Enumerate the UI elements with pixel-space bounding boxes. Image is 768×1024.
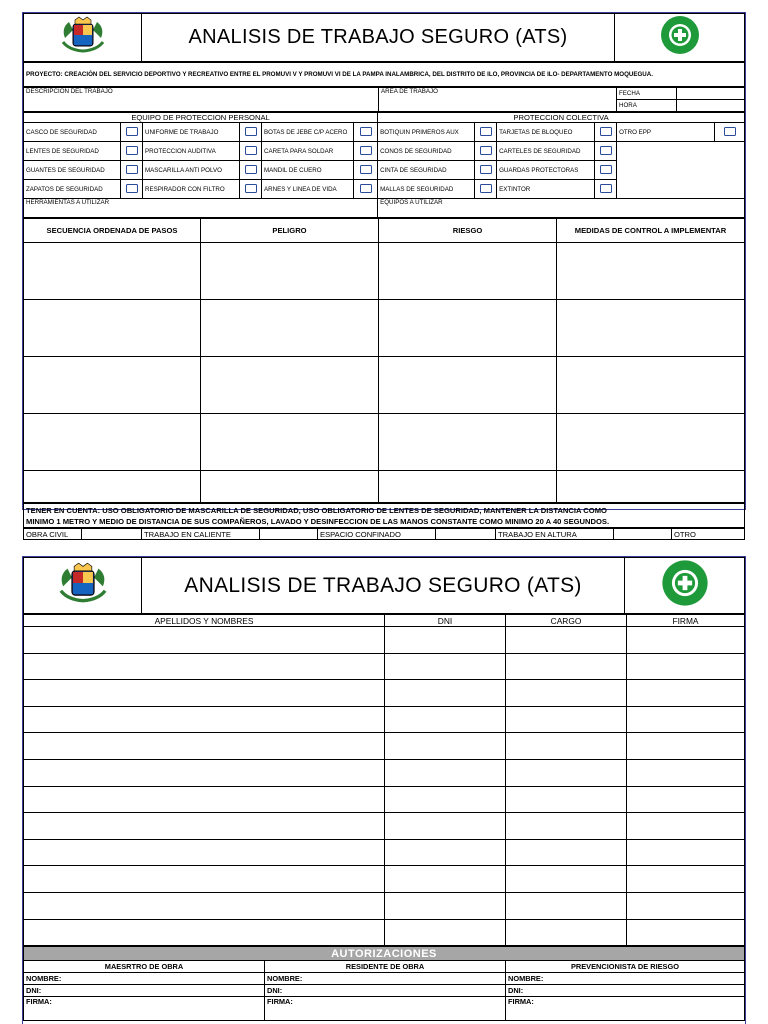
table-row bbox=[24, 786, 745, 813]
table-cell[interactable] bbox=[24, 300, 201, 357]
table-row bbox=[24, 300, 745, 357]
table-cell[interactable] bbox=[506, 866, 627, 893]
checkbox[interactable] bbox=[360, 184, 372, 193]
area-label: AREA DE TRABAJO bbox=[381, 88, 438, 95]
table-cell[interactable] bbox=[506, 759, 627, 786]
table-cell[interactable] bbox=[201, 243, 379, 300]
nombre-field[interactable]: NOMBRE: bbox=[24, 973, 265, 985]
table-cell[interactable] bbox=[24, 919, 385, 946]
otro-epp-label: OTRO EPP bbox=[617, 123, 715, 142]
table-cell[interactable] bbox=[24, 866, 385, 893]
work-type-label: OBRA CIVIL bbox=[24, 529, 82, 540]
project-description: PROYECTO: CREACIÓN DEL SERVICIO DEPORTIVO Y RECREATIVO ENTRE EL PROMUVI V Y PROMUVI VI DE LA PAMPA INALAMBRICA, DEL DISTRITO DE ILO, PROVINCIA DE ILO- DEPARTAMENTO MOQUEGUA. bbox=[24, 63, 745, 87]
table-cell[interactable] bbox=[201, 414, 379, 471]
nombre-field[interactable]: NOMBRE: bbox=[265, 973, 506, 985]
checkbox[interactable] bbox=[600, 184, 612, 193]
epp-item: CARETA PARA SOLDAR bbox=[262, 142, 354, 161]
attendance-table bbox=[23, 614, 745, 946]
checkbox[interactable] bbox=[600, 165, 612, 174]
header-table-2 bbox=[23, 557, 745, 614]
epp-item: LENTES DE SEGURIDAD bbox=[24, 142, 121, 161]
checkbox[interactable] bbox=[600, 146, 612, 155]
checkbox[interactable] bbox=[245, 165, 257, 174]
descripcion-label: DESCRIPCION DEL TRABAJO bbox=[26, 88, 113, 95]
epp-item: GUANTES DE SEGURIDAD bbox=[24, 161, 121, 180]
coat-of-arms-logo bbox=[24, 558, 142, 614]
equipos-label: EQUIPOS A UTILIZAR bbox=[380, 199, 443, 206]
table-cell[interactable] bbox=[506, 839, 627, 866]
pc-item: MALLAS DE SEGURIDAD bbox=[378, 180, 475, 199]
checkbox[interactable] bbox=[245, 146, 257, 155]
otro-epp-checkbox[interactable] bbox=[724, 127, 736, 136]
ppe-table bbox=[23, 112, 745, 218]
table-cell[interactable] bbox=[24, 892, 385, 919]
table-cell[interactable] bbox=[385, 919, 506, 946]
epp-item: UNIFORME DE TRABAJO bbox=[143, 123, 240, 142]
table-cell[interactable] bbox=[24, 243, 201, 300]
herramientas-label: HERRAMIENTAS A UTILIZAR bbox=[26, 199, 110, 206]
table-cell[interactable] bbox=[627, 680, 745, 707]
table-cell[interactable] bbox=[385, 680, 506, 707]
epp-item: ARNES Y LINEA DE VIDA bbox=[262, 180, 354, 199]
table-cell[interactable] bbox=[385, 706, 506, 733]
pc-item: GUARDAS PROTECTORAS bbox=[497, 161, 595, 180]
table-row bbox=[24, 357, 745, 414]
checkbox[interactable] bbox=[126, 184, 138, 193]
coat-of-arms-icon bbox=[55, 562, 111, 604]
table-cell[interactable] bbox=[379, 243, 557, 300]
table-cell[interactable] bbox=[24, 414, 201, 471]
table-cell[interactable] bbox=[627, 892, 745, 919]
table-cell[interactable] bbox=[24, 813, 385, 840]
epp-item: PROTECCION AUDITIVA bbox=[143, 142, 240, 161]
col-header-firma: FIRMA bbox=[627, 615, 745, 627]
project-table bbox=[23, 62, 745, 87]
checkbox[interactable] bbox=[360, 127, 372, 136]
pc-item: CINTA DE SEGURIDAD bbox=[378, 161, 475, 180]
epp-item: MANDIL DE CUERO bbox=[262, 161, 354, 180]
col-header-medidas: MEDIDAS DE CONTROL A IMPLEMENTAR bbox=[557, 219, 745, 243]
col-header-nombres: APELLIDOS Y NOMBRES bbox=[24, 615, 385, 627]
table-cell[interactable] bbox=[379, 471, 557, 503]
table-cell[interactable] bbox=[506, 919, 627, 946]
cruz-verde-logo bbox=[625, 558, 745, 614]
table-row bbox=[24, 892, 745, 919]
authorizations-table bbox=[23, 946, 745, 1021]
green-cross-icon bbox=[655, 558, 715, 608]
area-trabajo-field[interactable] bbox=[379, 88, 617, 112]
dni-field[interactable]: DNI: bbox=[24, 985, 265, 997]
safety-note bbox=[24, 504, 745, 528]
table-cell[interactable] bbox=[627, 786, 745, 813]
pc-item: CONOS DE SEGURIDAD bbox=[378, 142, 475, 161]
pc-item: TARJETAS DE BLOQUEO bbox=[497, 123, 595, 142]
nombre-field[interactable]: NOMBRE: bbox=[506, 973, 745, 985]
table-cell[interactable] bbox=[506, 786, 627, 813]
epp-header: EQUIPO DE PROTECCION PERSONAL bbox=[24, 113, 378, 123]
ats-attendance-sheet bbox=[22, 556, 746, 1024]
table-row bbox=[24, 733, 745, 760]
note-table bbox=[23, 503, 745, 528]
table-cell[interactable] bbox=[385, 627, 506, 654]
work-type-field[interactable] bbox=[614, 529, 672, 540]
table-cell[interactable] bbox=[506, 733, 627, 760]
table-cell[interactable] bbox=[385, 653, 506, 680]
form-title: ANALISIS DE TRABAJO SEGURO (ATS) bbox=[142, 14, 615, 62]
safety-note-line2: MINIMO 1 METRO Y MEDIO DE DISTANCIA DE SUS COMPAÑEROS, LAVADO Y DESINFECCION DE LAS MANOS CONSTANTE COMO MINIMO 20 A 40 SEGUNDOS. bbox=[26, 516, 610, 526]
work-type-table bbox=[23, 528, 745, 540]
col-header-pasos: SECUENCIA ORDENADA DE PASOS bbox=[24, 219, 201, 243]
role-header-residente: RESIDENTE DE OBRA bbox=[265, 961, 506, 973]
work-info-table bbox=[23, 87, 745, 112]
checkbox[interactable] bbox=[126, 146, 138, 155]
table-cell[interactable] bbox=[201, 357, 379, 414]
table-cell[interactable] bbox=[24, 706, 385, 733]
epp-item: MASCARILLA ANTI POLVO bbox=[143, 161, 240, 180]
table-row bbox=[24, 471, 745, 503]
table-cell[interactable] bbox=[385, 839, 506, 866]
table-cell[interactable] bbox=[385, 813, 506, 840]
checkbox[interactable] bbox=[360, 146, 372, 155]
table-cell[interactable] bbox=[506, 813, 627, 840]
pc-item: CARTELES DE SEGURIDAD bbox=[497, 142, 595, 161]
checkbox[interactable] bbox=[480, 127, 492, 136]
table-row bbox=[24, 414, 745, 471]
table-cell[interactable] bbox=[385, 892, 506, 919]
table-row bbox=[24, 706, 745, 733]
table-cell[interactable] bbox=[627, 627, 745, 654]
table-row bbox=[24, 919, 745, 946]
coat-of-arms-icon bbox=[59, 16, 107, 54]
col-header-dni: DNI bbox=[385, 615, 506, 627]
table-row bbox=[24, 653, 745, 680]
table-cell[interactable] bbox=[201, 300, 379, 357]
dni-field[interactable]: DNI: bbox=[265, 985, 506, 997]
firma-field[interactable]: FIRMA: bbox=[265, 997, 506, 1021]
role-header-maestro: MAESRTRO DE OBRA bbox=[24, 961, 265, 973]
cruz-verde-logo bbox=[615, 14, 745, 62]
col-header-riesgo: RIESGO bbox=[379, 219, 557, 243]
hora-field[interactable] bbox=[677, 100, 745, 112]
checkbox[interactable] bbox=[126, 165, 138, 174]
work-type-label: TRABAJO EN ALTURA bbox=[496, 529, 614, 540]
equipos-field[interactable] bbox=[378, 199, 745, 218]
fecha-field[interactable] bbox=[677, 88, 745, 100]
table-cell[interactable] bbox=[627, 813, 745, 840]
table-cell[interactable] bbox=[627, 733, 745, 760]
work-type-label: OTRO bbox=[672, 529, 745, 540]
col-header-cargo: CARGO bbox=[506, 615, 627, 627]
epp-item: CASCO DE SEGURIDAD bbox=[24, 123, 121, 142]
table-cell[interactable] bbox=[24, 733, 385, 760]
pc-item: EXTINTOR bbox=[497, 180, 595, 199]
safety-note-line1: TENER EN CUENTA: USO OBLIGATORIO DE MASCARILLA DE SEGURIDAD, USO OBLIGATORIO DE LENTES DE SEGURIDAD, MANTENER LA DISTANCIA COMO bbox=[26, 505, 607, 515]
table-cell[interactable] bbox=[506, 706, 627, 733]
table-cell[interactable] bbox=[379, 357, 557, 414]
table-cell[interactable] bbox=[24, 471, 201, 503]
checkbox[interactable] bbox=[600, 127, 612, 136]
checkbox[interactable] bbox=[126, 127, 138, 136]
coat-of-arms-logo bbox=[24, 14, 142, 62]
table-cell[interactable] bbox=[24, 627, 385, 654]
table-cell[interactable] bbox=[506, 627, 627, 654]
dni-field[interactable]: DNI: bbox=[506, 985, 745, 997]
table-cell[interactable] bbox=[24, 680, 385, 707]
table-row bbox=[24, 839, 745, 866]
pc-item: BOTIQUIN PRIMEROS AUX bbox=[378, 123, 475, 142]
table-cell[interactable] bbox=[24, 357, 201, 414]
table-cell[interactable] bbox=[627, 839, 745, 866]
herramientas-field[interactable] bbox=[24, 199, 378, 218]
table-cell[interactable] bbox=[627, 653, 745, 680]
table-row bbox=[24, 680, 745, 707]
epp-item: RESPIRADOR CON FILTRO bbox=[143, 180, 240, 199]
work-type-field[interactable] bbox=[260, 529, 318, 540]
table-row bbox=[24, 813, 745, 840]
table-cell[interactable] bbox=[627, 759, 745, 786]
role-header-prevencionista: PREVENCIONISTA DE RIESGO bbox=[506, 961, 745, 973]
table-cell[interactable] bbox=[385, 759, 506, 786]
table-cell[interactable] bbox=[385, 733, 506, 760]
table-cell[interactable] bbox=[627, 866, 745, 893]
descripcion-trabajo-field[interactable] bbox=[24, 88, 379, 112]
table-cell[interactable] bbox=[24, 653, 385, 680]
pc-header: PROTECCION COLECTIVA bbox=[378, 113, 745, 123]
checkbox[interactable] bbox=[360, 165, 372, 174]
table-cell[interactable] bbox=[627, 706, 745, 733]
form-title: ANALISIS DE TRABAJO SEGURO (ATS) bbox=[142, 558, 625, 614]
work-type-field[interactable] bbox=[436, 529, 496, 540]
table-row bbox=[24, 243, 745, 300]
fecha-label: FECHA bbox=[617, 88, 677, 100]
green-cross-icon bbox=[655, 14, 705, 56]
table-row bbox=[24, 759, 745, 786]
table-cell[interactable] bbox=[506, 680, 627, 707]
table-cell[interactable] bbox=[557, 243, 745, 300]
table-cell[interactable] bbox=[506, 653, 627, 680]
work-type-field[interactable] bbox=[82, 529, 142, 540]
col-header-peligro: PELIGRO bbox=[201, 219, 379, 243]
table-cell[interactable] bbox=[379, 300, 557, 357]
table-cell[interactable] bbox=[24, 786, 385, 813]
table-cell[interactable] bbox=[627, 919, 745, 946]
checkbox[interactable] bbox=[480, 184, 492, 193]
ats-form-sheet bbox=[22, 12, 746, 539]
checkbox[interactable] bbox=[480, 165, 492, 174]
table-cell[interactable] bbox=[557, 471, 745, 503]
work-type-label: ESPACIO CONFINADO bbox=[318, 529, 436, 540]
firma-field[interactable]: FIRMA: bbox=[24, 997, 265, 1021]
firma-field[interactable]: FIRMA: bbox=[506, 997, 745, 1021]
table-cell[interactable] bbox=[201, 471, 379, 503]
header-table bbox=[23, 13, 745, 62]
table-cell[interactable] bbox=[557, 414, 745, 471]
checkbox[interactable] bbox=[480, 146, 492, 155]
table-cell[interactable] bbox=[557, 300, 745, 357]
table-cell[interactable] bbox=[24, 759, 385, 786]
autorizaciones-header: AUTORIZACIONES bbox=[24, 947, 745, 961]
table-cell[interactable] bbox=[557, 357, 745, 414]
epp-item: ZAPATOS DE SEGURIDAD bbox=[24, 180, 121, 199]
checkbox[interactable] bbox=[245, 184, 257, 193]
hora-label: HORA bbox=[617, 100, 677, 112]
table-cell[interactable] bbox=[379, 414, 557, 471]
table-row bbox=[24, 866, 745, 893]
table-cell[interactable] bbox=[385, 866, 506, 893]
checkbox[interactable] bbox=[245, 127, 257, 136]
table-cell[interactable] bbox=[506, 892, 627, 919]
work-type-label: TRABAJO EN CALIENTE bbox=[142, 529, 260, 540]
steps-table bbox=[23, 218, 745, 503]
epp-item: BOTAS DE JEBE C/P ACERO bbox=[262, 123, 354, 142]
otro-epp-field[interactable] bbox=[617, 142, 745, 199]
table-cell[interactable] bbox=[385, 786, 506, 813]
table-cell[interactable] bbox=[24, 839, 385, 866]
table-row bbox=[24, 627, 745, 654]
